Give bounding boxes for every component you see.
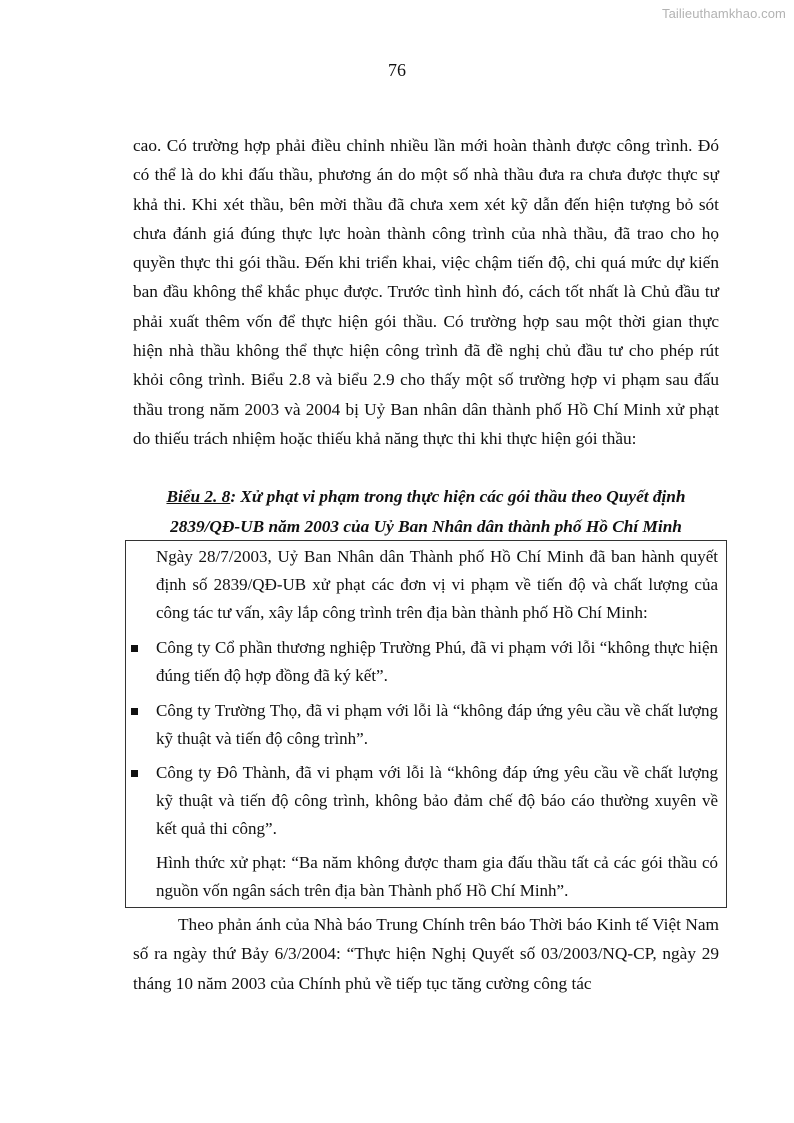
body-paragraph-2: Theo phản ánh của Nhà báo Trung Chính trên báo Thời báo Kinh tế Việt Nam số ra ngày thứ Bảy 6/3/2004: “Thực hiện Nghị Quyết số 03/2003/NQ-CP, ngày 29 tháng 10 năm 2003 của Chính phủ về tiếp tục tăng cường công tác xyxy=(133,915,719,993)
list-item: Công ty Đô Thành, đã vi phạm với lỗi là “không đáp ứng yêu cầu về chất lượng kỹ thuật và tiến độ công trình, không bảo đảm chế độ báo cáo thường xuyên về kết quả thi công”. xyxy=(156,763,718,838)
body-paragraph-1: cao. Có trường hợp phải điều chỉnh nhiều lần mới hoàn thành được công trình. Đó có thể là do khi đấu thầu, phương án do một số nhà thầu đưa ra chưa được thực sự khả thi. Khi xét thầu, bên mời thầu đã chưa xem xét kỹ dẫn đến hiện tượng bỏ sót chưa đánh giá đúng thực lực hoàn thành công trình của nhà thầu, đã trao cho họ quyền thực thi gói thầu. Đến khi triển khai, việc chậm tiến độ, chi quá mức dự kiến ban đầu không thể khắc phục được. Trước tình hình đó, cách tốt nhất là Chủ đầu tư phải xuất thêm vốn để thực hiện gói thầu. Có trường hợp sau một thời gian thực hiện nhà thầu không thể thực hiện công trình đã đề nghị chủ đầu tư cho phép rút khỏi công trình. Biểu 2.8 và biểu 2.9 cho thấy một số trường hợp vi phạm sau đấu thầu trong năm 2003 và 2004 bị Uỷ Ban nhân dân thành phố Hồ Chí Minh xử phạt do thiếu trách nhiệm hoặc thiếu khả năng thực thi khi thực hiện gói thầu: xyxy=(133,136,719,448)
list-item: Công ty Cổ phần thương nghiệp Trường Phú, đã vi phạm với lỗi “không thực hiện đúng tiến độ hợp đồng đã ký kết”. xyxy=(156,638,718,685)
page-number: 76 xyxy=(388,60,406,80)
square-bullet-icon xyxy=(131,770,138,777)
table-caption xyxy=(125,482,727,541)
square-bullet-icon xyxy=(131,645,138,652)
box-penalty: Hình thức xử phạt: “Ba năm không được tham gia đấu thầu tất cả các gói thầu có nguồn vốn ngân sách trên địa bàn Thành phố Hồ Chí Minh”. xyxy=(156,853,718,900)
square-bullet-icon xyxy=(131,708,138,715)
box-intro: Ngày 28/7/2003, Uỷ Ban Nhân dân Thành phố Hồ Chí Minh đã ban hành quyết định số 2839/QĐ-UB xử phạt các đơn vị vi phạm về tiến độ và chất lượng của công tác tư vấn, xây lắp công trình trên địa bàn thành phố Hồ Chí Minh: xyxy=(156,547,718,622)
caption-title-line1: : Xử phạt vi phạm trong thực hiện các gói thầu theo Quyết định xyxy=(230,487,686,506)
watermark-text: Tailieuthamkhao.com xyxy=(661,6,786,21)
list-item: Công ty Trường Thọ, đã vi phạm với lỗi là “không đáp ứng yêu cầu về chất lượng kỹ thuật và tiến độ công trình”. xyxy=(156,701,718,748)
caption-title-line2: 2839/QĐ-UB năm 2003 của Uỷ Ban Nhân dân thành phố Hồ Chí Minh xyxy=(170,516,682,536)
caption-label: Biểu 2. 8 xyxy=(166,487,231,506)
